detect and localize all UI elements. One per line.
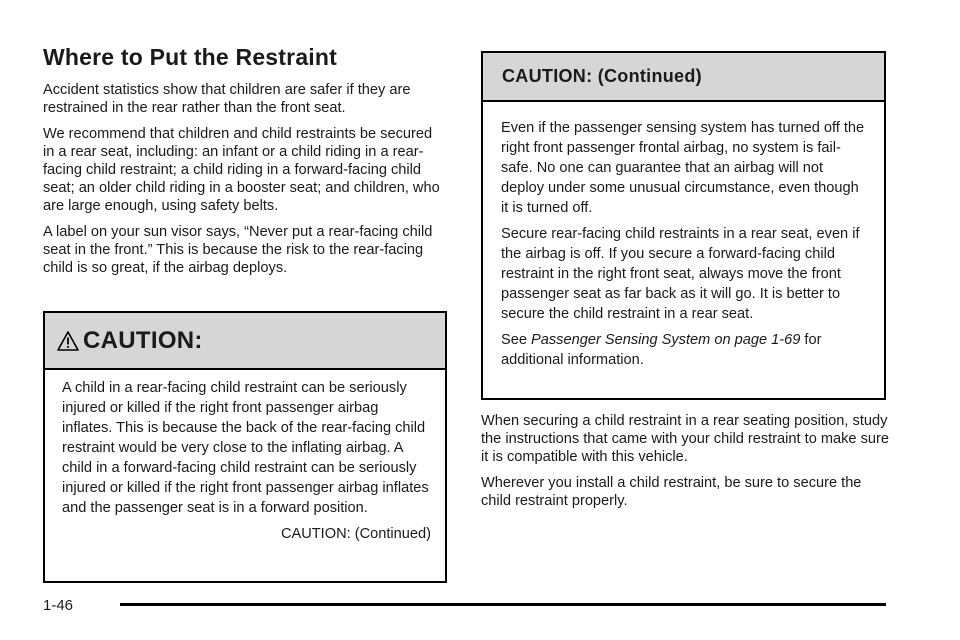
section-heading: Where to Put the Restraint: [43, 44, 338, 70]
paragraph-secure-properly: Wherever you install a child restraint, be sure to secure the child restraint properly.: [481, 475, 862, 509]
paragraph-sun-visor-label: A label on your sun visor says, “Never put a rear-facing child seat in the front.” This is because the risk to the rear-facing child is so great, if the airbag deploys.: [43, 224, 433, 276]
caution-paragraph-see-also: [501, 330, 866, 370]
caution-body: [45, 370, 445, 544]
left-column: [43, 44, 447, 285]
caution-header: [45, 313, 445, 370]
see-prefix: See: [501, 332, 532, 348]
caution-continued-title: CAUTION: (Continued): [502, 66, 702, 86]
cross-reference-link[interactable]: Passenger Sensing System on page 1-69: [531, 332, 801, 348]
caution-paragraph-rear-seat: Secure rear-facing child restraints in a rear seat, even if the airbag is off. If you secure a forward-facing child restraint in the right front seat, always move the front passenger seat as far back as it will go. It is better to secure the child restraint in a rear seat.: [501, 226, 860, 322]
footer-rule: [120, 603, 886, 606]
paragraph-statistics: Accident statistics show that children are safer if they are restrained in the rear rather than the front seat.: [43, 82, 411, 116]
caution-box-right: [481, 51, 886, 400]
paragraph-compatibility: When securing a child restraint in a rear seating position, study the instructions that came with your child restraint to make sure it is compatible with this vehicle.: [481, 413, 889, 465]
right-column-text: [481, 412, 891, 518]
see-suffix: for additional information.: [501, 332, 822, 368]
caution-box-left: [43, 311, 447, 583]
caution-title: CAUTION:: [83, 326, 203, 354]
caution-continued-body: [483, 102, 884, 370]
page-number: 1-46: [43, 597, 74, 614]
caution-continued-label: CAUTION: (Continued): [280, 526, 431, 542]
caution-continued-header: [483, 53, 884, 102]
caution-text: A child in a rear-facing child restraint can be seriously injured or killed if the right front passenger airbag inflates. This is because the back of the rear-facing child restraint would be very close to the inflating airbag. A child in a forward-facing child restraint can be seriously injured or killed if the right front passenger airbag inflates and the passenger seat is in a forward position.: [62, 380, 429, 516]
warning-triangle-icon: [57, 330, 79, 352]
paragraph-recommendation: We recommend that children and child restraints be secured in a rear seat, including: an infant or a child riding in a rear-facing child restraint; a child riding in a forward-facing child seat; an older child riding in a booster seat; and children, who are large enough, using safety belts.: [43, 126, 440, 214]
caution-paragraph-fail-safe: Even if the passenger sensing system has turned off the right front passenger frontal airbag, no system is fail-safe. No one can guarantee that an airbag will not deploy under some unusual circumstance, even though it is turned off.: [501, 120, 865, 216]
